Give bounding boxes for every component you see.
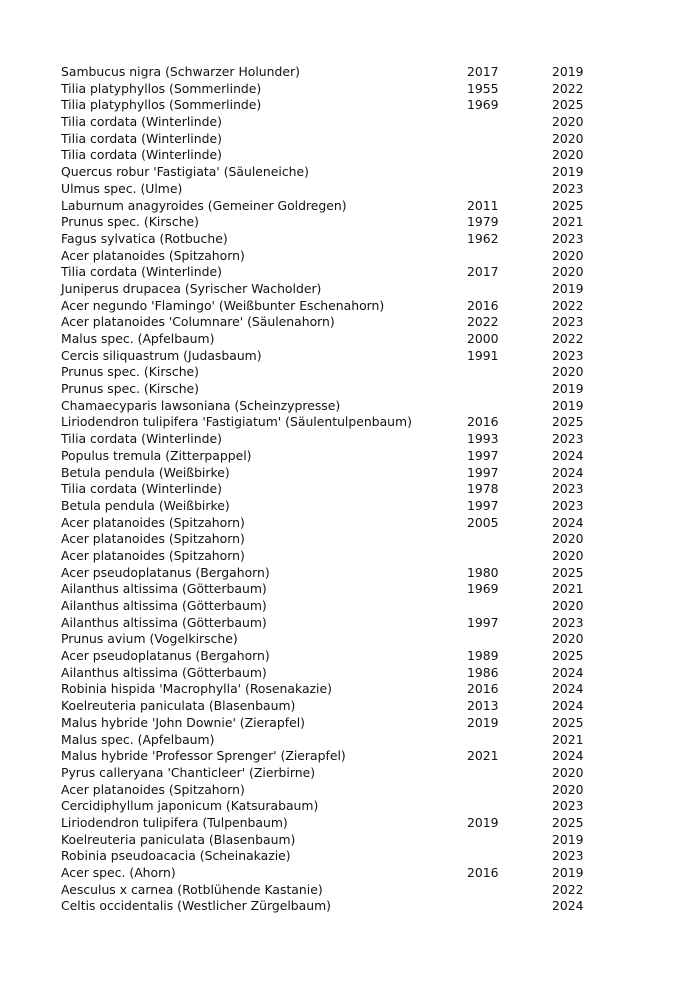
table-row xyxy=(0,665,700,682)
table-row xyxy=(0,615,700,632)
table-row xyxy=(0,97,700,114)
inspection-year: 2023 xyxy=(552,798,584,814)
inspection-year: 2019 xyxy=(552,397,584,413)
table-row xyxy=(0,348,700,365)
planting-year: 1991 xyxy=(467,347,499,363)
tree-species-name: Prunus spec. (Kirsche) xyxy=(61,364,200,380)
table-row xyxy=(0,681,700,698)
table-row xyxy=(0,765,700,782)
table-row xyxy=(0,81,700,98)
table-row xyxy=(0,498,700,515)
inspection-year: 2020 xyxy=(552,247,584,263)
inspection-year: 2022 xyxy=(552,297,584,313)
table-row xyxy=(0,698,700,715)
table-row xyxy=(0,548,700,565)
tree-species-name: Acer platanoides (Spitzahorn) xyxy=(61,247,245,263)
inspection-year: 2025 xyxy=(552,714,584,730)
tree-species-name: Tilia cordata (Winterlinde) xyxy=(61,130,222,146)
inspection-year: 2024 xyxy=(552,748,584,764)
table-row xyxy=(0,398,700,415)
inspection-year: 2024 xyxy=(552,898,584,914)
table-row xyxy=(0,114,700,131)
planting-year: 2000 xyxy=(467,331,499,346)
inspection-year: 2019 xyxy=(552,831,584,847)
inspection-year: 2021 xyxy=(552,731,584,747)
planting-year: 2016 xyxy=(467,414,499,430)
planting-year: 1986 xyxy=(467,664,499,680)
tree-species-name: Tilia cordata (Winterlinde) xyxy=(61,114,222,130)
inspection-year: 2021 xyxy=(552,581,584,597)
table-row xyxy=(0,331,700,348)
inspection-year: 2024 xyxy=(552,464,584,480)
inspection-year: 2024 xyxy=(552,664,584,680)
inspection-year: 2020 xyxy=(552,130,584,146)
planting-year: 1997 xyxy=(467,447,499,463)
tree-species-name: Celtis occidentalis (Westlicher Zürgelbaum) xyxy=(61,898,331,914)
table-row xyxy=(0,565,700,582)
table-row xyxy=(0,231,700,248)
table-row xyxy=(0,281,700,298)
tree-species-name: Koelreuteria paniculata (Blasenbaum) xyxy=(61,698,296,714)
planting-year: 2016 xyxy=(467,681,499,697)
table-row xyxy=(0,164,700,181)
table-row xyxy=(0,898,700,915)
inspection-year: 2021 xyxy=(552,214,584,230)
tree-species-name: Cercis siliquastrum (Judasbaum) xyxy=(61,347,262,363)
inspection-year: 2025 xyxy=(552,648,584,664)
table-row xyxy=(0,732,700,749)
planting-year: 2005 xyxy=(467,514,499,530)
table-row xyxy=(0,598,700,615)
table-row xyxy=(0,515,700,532)
tree-species-name: Tilia cordata (Winterlinde) xyxy=(61,264,222,280)
planting-year: 1997 xyxy=(467,614,499,630)
inspection-year: 2020 xyxy=(552,531,584,547)
planting-year: 1955 xyxy=(467,80,499,96)
inspection-year: 2025 xyxy=(552,564,584,580)
tree-species-name: Acer pseudoplatanus (Bergahorn) xyxy=(61,648,270,664)
tree-species-name: Acer platanoides (Spitzahorn) xyxy=(61,514,245,530)
tree-species-name: Prunus spec. (Kirsche) xyxy=(61,214,200,230)
inspection-year: 2020 xyxy=(552,264,584,280)
inspection-year: 2024 xyxy=(552,681,584,697)
inspection-year: 2023 xyxy=(552,314,584,330)
planting-year: 2019 xyxy=(467,714,499,730)
tree-species-name: Acer negundo 'Flamingo' (Weißbunter Eschenahorn) xyxy=(61,297,385,313)
inspection-year: 2019 xyxy=(552,865,584,880)
table-row xyxy=(0,815,700,832)
planting-year: 1980 xyxy=(467,564,499,580)
table-row xyxy=(0,298,700,315)
tree-species-name: Prunus avium (Vogelkirsche) xyxy=(61,631,238,647)
planting-year: 1989 xyxy=(467,648,499,664)
inspection-year: 2020 xyxy=(552,547,584,563)
table-row xyxy=(0,782,700,799)
table-row xyxy=(0,715,700,732)
tree-species-name: Acer platanoides (Spitzahorn) xyxy=(61,531,245,547)
tree-species-name: Malus spec. (Apfelbaum) xyxy=(61,331,215,346)
inspection-year: 2023 xyxy=(552,347,584,363)
table-row xyxy=(0,214,700,231)
table-row xyxy=(0,832,700,849)
tree-species-name: Ailanthus altissima (Götterbaum) xyxy=(61,614,267,630)
tree-species-name: Chamaecyparis lawsoniana (Scheinzypresse) xyxy=(61,397,341,413)
tree-species-name: Ailanthus altissima (Götterbaum) xyxy=(61,598,267,613)
tree-species-name: Malus hybride 'Professor Sprenger' (Zierapfel) xyxy=(61,748,346,764)
planting-year: 2019 xyxy=(467,814,499,830)
tree-species-name: Ailanthus altissima (Götterbaum) xyxy=(61,581,267,597)
planting-year: 1997 xyxy=(467,464,499,480)
inspection-year: 2019 xyxy=(552,381,584,397)
tree-species-name: Koelreuteria paniculata (Blasenbaum) xyxy=(61,831,296,847)
inspection-year: 2025 xyxy=(552,414,584,430)
inspection-year: 2025 xyxy=(552,197,584,213)
planting-year: 2011 xyxy=(467,197,499,213)
table-row xyxy=(0,481,700,498)
inspection-year: 2022 xyxy=(552,881,584,897)
table-row xyxy=(0,748,700,765)
inspection-year: 2024 xyxy=(552,698,584,714)
tree-species-name: Prunus spec. (Kirsche) xyxy=(61,381,200,397)
tree-species-name: Betula pendula (Weißbirke) xyxy=(61,497,230,513)
planting-year: 2013 xyxy=(467,698,499,714)
inspection-year: 2020 xyxy=(552,598,584,613)
table-row xyxy=(0,264,700,281)
table-row xyxy=(0,465,700,482)
planting-year: 1962 xyxy=(467,230,499,246)
tree-species-name: Populus tremula (Zitterpappel) xyxy=(61,447,252,463)
planting-year: 2017 xyxy=(467,264,499,280)
tree-species-name: Tilia platyphyllos (Sommerlinde) xyxy=(61,97,262,113)
tree-species-name: Liriodendron tulipifera (Tulpenbaum) xyxy=(61,814,288,830)
inspection-year: 2020 xyxy=(552,364,584,380)
tree-species-name: Malus spec. (Apfelbaum) xyxy=(61,731,215,747)
inspection-year: 2019 xyxy=(552,164,584,180)
tree-species-name: Betula pendula (Weißbirke) xyxy=(61,464,230,480)
table-row xyxy=(0,147,700,164)
table-row xyxy=(0,581,700,598)
tree-species-name: Tilia platyphyllos (Sommerlinde) xyxy=(61,80,262,96)
tree-species-name: Acer platanoides 'Columnare' (Säulenahorn) xyxy=(61,314,335,330)
tree-species-name: Sambucus nigra (Schwarzer Holunder) xyxy=(61,64,300,79)
tree-species-name: Acer platanoides (Spitzahorn) xyxy=(61,547,245,563)
inspection-year: 2020 xyxy=(552,114,584,130)
tree-species-name: Robinia pseudoacacia (Scheinakazie) xyxy=(61,848,291,864)
tree-species-name: Robinia hispida 'Macrophylla' (Rosenakazie) xyxy=(61,681,332,697)
table-row xyxy=(0,865,700,882)
table-row xyxy=(0,648,700,665)
table-row xyxy=(0,64,700,81)
tree-species-name: Laburnum anagyroides (Gemeiner Goldregen) xyxy=(61,197,347,213)
inspection-year: 2023 xyxy=(552,230,584,246)
planting-year: 1978 xyxy=(467,481,499,497)
inspection-year: 2022 xyxy=(552,80,584,96)
tree-species-name: Pyrus calleryana 'Chanticleer' (Zierbirne) xyxy=(61,764,316,780)
tree-species-name: Juniperus drupacea (Syrischer Wacholder) xyxy=(61,280,322,296)
tree-species-name: Tilia cordata (Winterlinde) xyxy=(61,481,222,497)
tree-species-name: Quercus robur 'Fastigiata' (Säuleneiche) xyxy=(61,164,309,180)
planting-year: 2022 xyxy=(467,314,499,330)
planting-year: 1969 xyxy=(467,581,499,597)
inspection-year: 2019 xyxy=(552,64,584,79)
inspection-year: 2019 xyxy=(552,280,584,296)
planting-year: 1969 xyxy=(467,97,499,113)
table-row xyxy=(0,314,700,331)
planting-year: 1993 xyxy=(467,431,499,447)
tree-list xyxy=(0,64,700,915)
table-row xyxy=(0,848,700,865)
inspection-year: 2023 xyxy=(552,481,584,497)
inspection-year: 2023 xyxy=(552,180,584,196)
inspection-year: 2020 xyxy=(552,781,584,797)
inspection-year: 2023 xyxy=(552,848,584,864)
inspection-year: 2023 xyxy=(552,497,584,513)
inspection-year: 2020 xyxy=(552,147,584,163)
table-row xyxy=(0,414,700,431)
table-row xyxy=(0,248,700,265)
tree-species-name: Aesculus x carnea (Rotblühende Kastanie) xyxy=(61,881,323,897)
tree-species-name: Ailanthus altissima (Götterbaum) xyxy=(61,664,267,680)
table-row xyxy=(0,631,700,648)
planting-year: 2017 xyxy=(467,64,499,79)
table-row xyxy=(0,448,700,465)
table-row xyxy=(0,364,700,381)
tree-species-name: Ulmus spec. (Ulme) xyxy=(61,180,183,196)
inspection-year: 2023 xyxy=(552,614,584,630)
inspection-year: 2023 xyxy=(552,431,584,447)
table-row xyxy=(0,431,700,448)
tree-species-name: Cercidiphyllum japonicum (Katsurabaum) xyxy=(61,798,319,814)
tree-species-name: Tilia cordata (Winterlinde) xyxy=(61,431,222,447)
table-row xyxy=(0,181,700,198)
tree-species-name: Acer spec. (Ahorn) xyxy=(61,865,176,880)
inspection-year: 2020 xyxy=(552,764,584,780)
inspection-year: 2025 xyxy=(552,814,584,830)
tree-species-name: Acer pseudoplatanus (Bergahorn) xyxy=(61,564,270,580)
planting-year: 2021 xyxy=(467,748,499,764)
table-row xyxy=(0,531,700,548)
tree-species-name: Acer platanoides (Spitzahorn) xyxy=(61,781,245,797)
planting-year: 2016 xyxy=(467,297,499,313)
table-row xyxy=(0,131,700,148)
planting-year: 2016 xyxy=(467,865,499,880)
inspection-year: 2022 xyxy=(552,331,584,346)
inspection-year: 2024 xyxy=(552,514,584,530)
table-row xyxy=(0,381,700,398)
inspection-year: 2020 xyxy=(552,631,584,647)
table-row xyxy=(0,798,700,815)
planting-year: 1997 xyxy=(467,497,499,513)
tree-species-name: Tilia cordata (Winterlinde) xyxy=(61,147,222,163)
table-row xyxy=(0,198,700,215)
inspection-year: 2024 xyxy=(552,447,584,463)
inspection-year: 2025 xyxy=(552,97,584,113)
table-row xyxy=(0,882,700,899)
tree-species-name: Fagus sylvatica (Rotbuche) xyxy=(61,230,228,246)
tree-species-name: Liriodendron tulipifera 'Fastigiatum' (Säulentulpenbaum) xyxy=(61,414,412,430)
planting-year: 1979 xyxy=(467,214,499,230)
tree-species-name: Malus hybride 'John Downie' (Zierapfel) xyxy=(61,714,305,730)
